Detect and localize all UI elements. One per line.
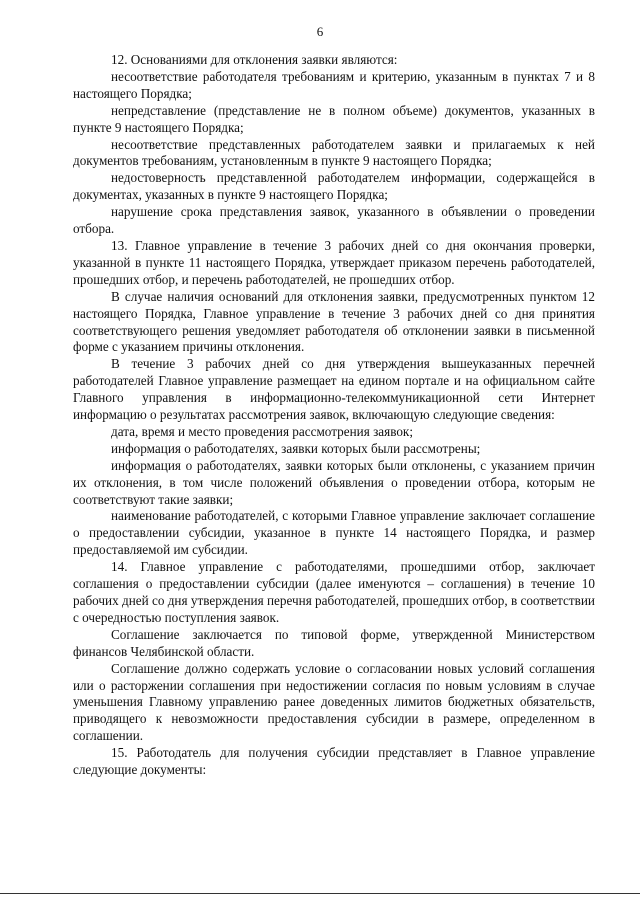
paragraph-14: 14. Главное управление с работодателями, прошедшими отбор, заключает соглашения о предоставлении субсидии (далее именуются – соглашения) в течение 10 рабочих дней со дня утверждения перечня работодателей, прошедших отбор, в соответствии с очередностью поступления заявок. (73, 559, 595, 625)
paragraph-item: несоответствие представленных работодателем заявки и прилагаемых к ней документов требованиям, установленным в пункте 9 настоящего Порядка; (73, 136, 595, 169)
paragraph-item: дата, время и место проведения рассмотрения заявок; (111, 423, 413, 439)
paragraph-item: недостоверность представленной работодателем информации, содержащейся в документах, указанных в пункте 9 настоящего Порядка; (73, 170, 595, 203)
paragraph: Соглашение должно содержать условие о согласовании новых условий соглашения или о расторжении соглашения при недостижении согласия по новым условиям в случае уменьшения Главному управлению ранее доведенных лимитов бюджетных обязательств, приводящего к невозможности предоставления субсидии в размере, определенном в соглашении. (73, 660, 595, 744)
paragraph-15: 15. Работодатель для получения субсидии представляет в Главное управление следующие документы: (73, 745, 595, 778)
paragraph: В течение 3 рабочих дней со дня утверждения вышеуказанных перечней работодателей Главное управление размещает на едином портале и на официальном сайте Главного управления в информационно-телекоммуникационной сети Интернет информацию о результатах рассмотрения заявок, включающую следующие сведения: (73, 356, 595, 423)
footer-rule (0, 893, 640, 894)
paragraph-item: несоответствие работодателя требованиям и критерию, указанным в пунктах 7 и 8 настоящего Порядка; (73, 68, 595, 101)
paragraph-item: информация о работодателях, заявки которых были рассмотрены; (111, 440, 481, 456)
paragraph-13: 13. Главное управление в течение 3 рабочих дней со дня окончания проверки, указанной в пункте 11 настоящего Порядка, утверждает приказом перечень работодателей, прошедших отбор, и перечень работодателей, не прошедших отбор. (73, 237, 595, 287)
paragraph: Соглашение заключается по типовой форме, утвержденной Министерством финансов Челябинской области. (73, 626, 595, 659)
paragraph-item: наименование работодателей, с которыми Главное управление заключает соглашение о предоставлении субсидии, указанное в пункте 14 настоящего Порядка, и размер предоставляемой им субсидии. (73, 508, 595, 558)
paragraph-12-heading: 12. Основаниями для отклонения заявки являются: (111, 52, 398, 67)
paragraph: В случае наличия оснований для отклонения заявки, предусмотренных пунктом 12 настоящего Порядка, Главное управление в течение 3 рабочих дней со дня принятия соответствующего решения уведомляет работодателя об отклонении заявки в письменной форме с указанием причины отклонения. (73, 288, 595, 355)
paragraph-item: информация о работодателях, заявки которых были отклонены, с указанием причин их отклонения, в том числе положений объявления о проведении отбора, которым не соответствуют такие заявки; (73, 457, 595, 507)
paragraph-item: непредставление (представление не в полном объеме) документов, указанных в пункте 9 настоящего Порядка; (73, 102, 595, 135)
document-body (73, 52, 595, 779)
paragraph-item: нарушение срока представления заявок, указанного в объявлении о проведении отбора. (73, 204, 595, 237)
page-number: 6 (316, 24, 324, 39)
